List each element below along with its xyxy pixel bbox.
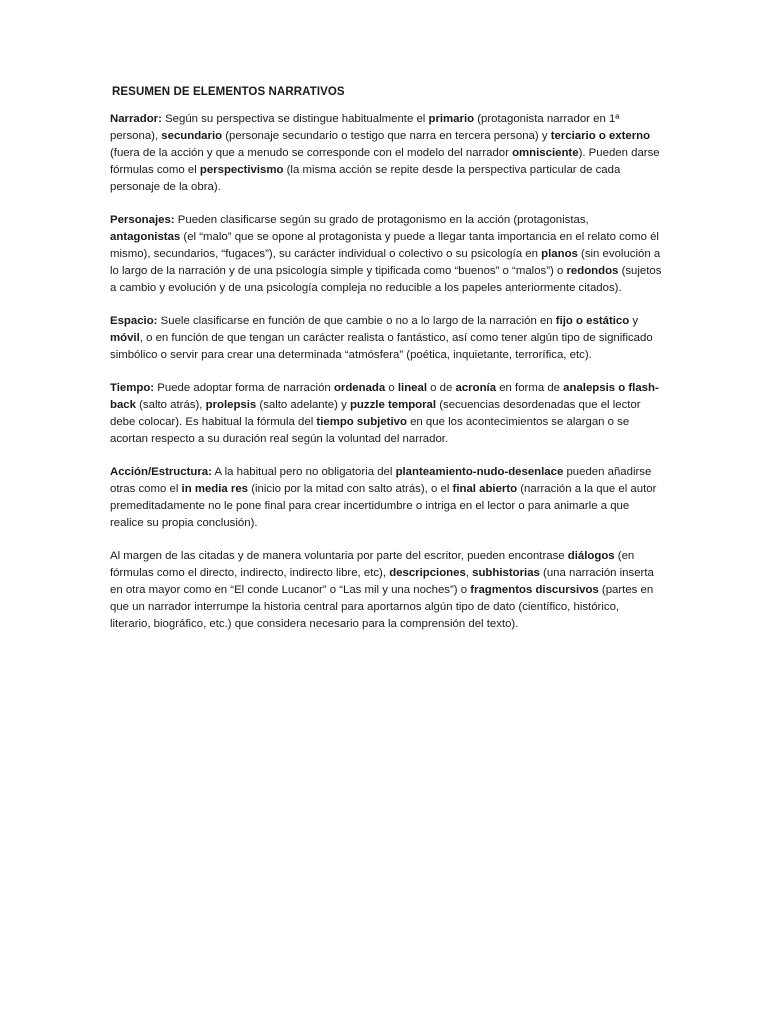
document-body xyxy=(110,111,662,633)
document-page xyxy=(110,84,662,649)
text-segment: (narración a la que el autor premeditadamente no le pone final para crear incertidumbre o intriga en el lector o para animarle a que realice su propia conclusión). xyxy=(110,483,657,529)
text-segment: Suele clasificarse en función de que cambie o no a lo largo de la narración en xyxy=(157,315,556,327)
bold-term: Espacio: xyxy=(110,315,158,327)
bold-term: descripciones xyxy=(389,567,466,579)
text-segment: (en fórmulas como el directo, indirecto, indirecto libre, etc), xyxy=(110,550,635,579)
bold-term: primario xyxy=(428,113,475,125)
bold-term: fijo o estático xyxy=(555,315,630,327)
bold-term: planteamiento-nudo-desenlace xyxy=(395,466,564,478)
bold-term: Acción/Estructura: xyxy=(110,466,212,478)
text-segment: (salto adelante) y xyxy=(256,399,350,411)
text-segment: (fuera de la acción y que a menudo se corresponde con el modelo del narrador xyxy=(110,147,513,159)
bold-term: perspectivismo xyxy=(199,164,284,176)
text-segment: Según su perspectiva se distingue habitualmente el xyxy=(161,113,429,125)
bold-term: terciario o externo xyxy=(550,130,651,142)
text-segment: (protagonista narrador en 1ª persona), xyxy=(110,113,620,142)
text-segment: o xyxy=(385,382,398,394)
text-segment: (una narración inserta en otra mayor como en “El conde Lucanor” o “Las mil y una noches”) o xyxy=(110,567,654,596)
text-segment: en que los acontecimientos se alargan o se acortan respecto a su duración real según la voluntad del narrador. xyxy=(110,416,630,445)
bold-term: Tiempo: xyxy=(110,382,155,394)
bold-term: Personajes: xyxy=(110,214,175,226)
paragraph-tiempo xyxy=(110,380,662,448)
bold-term: redondos xyxy=(566,265,619,277)
bold-term: subhistorias xyxy=(472,567,540,579)
bold-term: in media res xyxy=(181,483,249,495)
bold-term: tiempo subjetivo xyxy=(316,416,407,428)
text-segment: (el “malo” que se opone al protagonista y puede a llegar tanta importancia en el relato como él mismo), secundarios, “fugaces”), su carácter individual o colectivo o su psicología en xyxy=(110,231,659,260)
text-segment: o de xyxy=(427,382,456,394)
text-segment: (secuencias desordenadas que el lector debe colocar). Es habitual la fórmula del xyxy=(110,399,641,428)
text-segment: (la misma acción se repite desde la perspectiva particular de cada personaje de la obra). xyxy=(110,164,621,193)
bold-term: móvil xyxy=(110,332,140,344)
text-segment: , xyxy=(465,567,473,579)
document-title: RESUMEN DE ELEMENTOS NARRATIVOS xyxy=(112,86,345,98)
bold-term: puzzle temporal xyxy=(349,399,437,411)
text-segment: Puede adoptar forma de narración xyxy=(154,382,334,394)
text-segment: (inicio por la mitad con salto atrás), o el xyxy=(248,483,453,495)
text-segment: (personaje secundario o testigo que narra en tercera persona) y xyxy=(222,130,551,142)
bold-term: lineal xyxy=(397,382,428,394)
bold-term: acronía xyxy=(455,382,497,394)
text-segment: en forma de xyxy=(496,382,564,394)
text-segment: A la habitual pero no obligatoria del xyxy=(211,466,396,478)
bold-term: omnisciente xyxy=(512,147,579,159)
bold-term: antagonistas xyxy=(110,231,181,243)
bold-term: analepsis o flash-back xyxy=(110,382,659,411)
bold-term: secundario xyxy=(161,130,223,142)
text-segment: Al margen de las citadas y de manera voluntaria por parte del escritor, pueden encontrase xyxy=(110,550,568,562)
bold-term: planos xyxy=(541,248,578,260)
paragraph-margen xyxy=(110,548,662,633)
text-segment: ). Pueden darse fórmulas como el xyxy=(110,147,660,176)
paragraph-espacio xyxy=(110,313,662,364)
bold-term: prolepsis xyxy=(205,399,257,411)
bold-term: final abierto xyxy=(452,483,518,495)
text-segment: y xyxy=(629,315,639,327)
text-segment: Pueden clasificarse según su grado de protagonismo en la acción (protagonistas, xyxy=(174,214,589,226)
bold-term: fragmentos discursivos xyxy=(470,584,599,596)
text-segment: (sin evolución a lo largo de la narración y de una psicología simple y tipificada como “buenos” o “malos”) o xyxy=(110,248,661,277)
paragraph-accion-estructura xyxy=(110,464,662,532)
bold-term: ordenada xyxy=(333,382,386,394)
text-segment: pueden añadirse otras como el xyxy=(110,466,652,495)
paragraph-personajes xyxy=(110,212,662,297)
text-segment: , o en función de que tengan un carácter realista o fantástico, así como tener algún tipo de significado simbólico o servir para crear una determinada “atmósfera” (poética, inquietante, terrorífica, etc). xyxy=(110,332,653,361)
bold-term: diálogos xyxy=(567,550,615,562)
text-segment: (salto atrás), xyxy=(135,399,206,411)
paragraph-narrador xyxy=(110,111,662,196)
bold-term: Narrador: xyxy=(110,113,162,125)
text-segment: (partes en que un narrador interrumpe la historia central para aportarnos algún tipo de dato (científico, histórico, literario, biográfico, etc.) que considera necesario para la comprensión del texto). xyxy=(110,584,654,630)
text-segment: (sujetos a cambio y evolución y de una psicología compleja no reducible a los papeles anteriormente citados). xyxy=(110,265,662,294)
